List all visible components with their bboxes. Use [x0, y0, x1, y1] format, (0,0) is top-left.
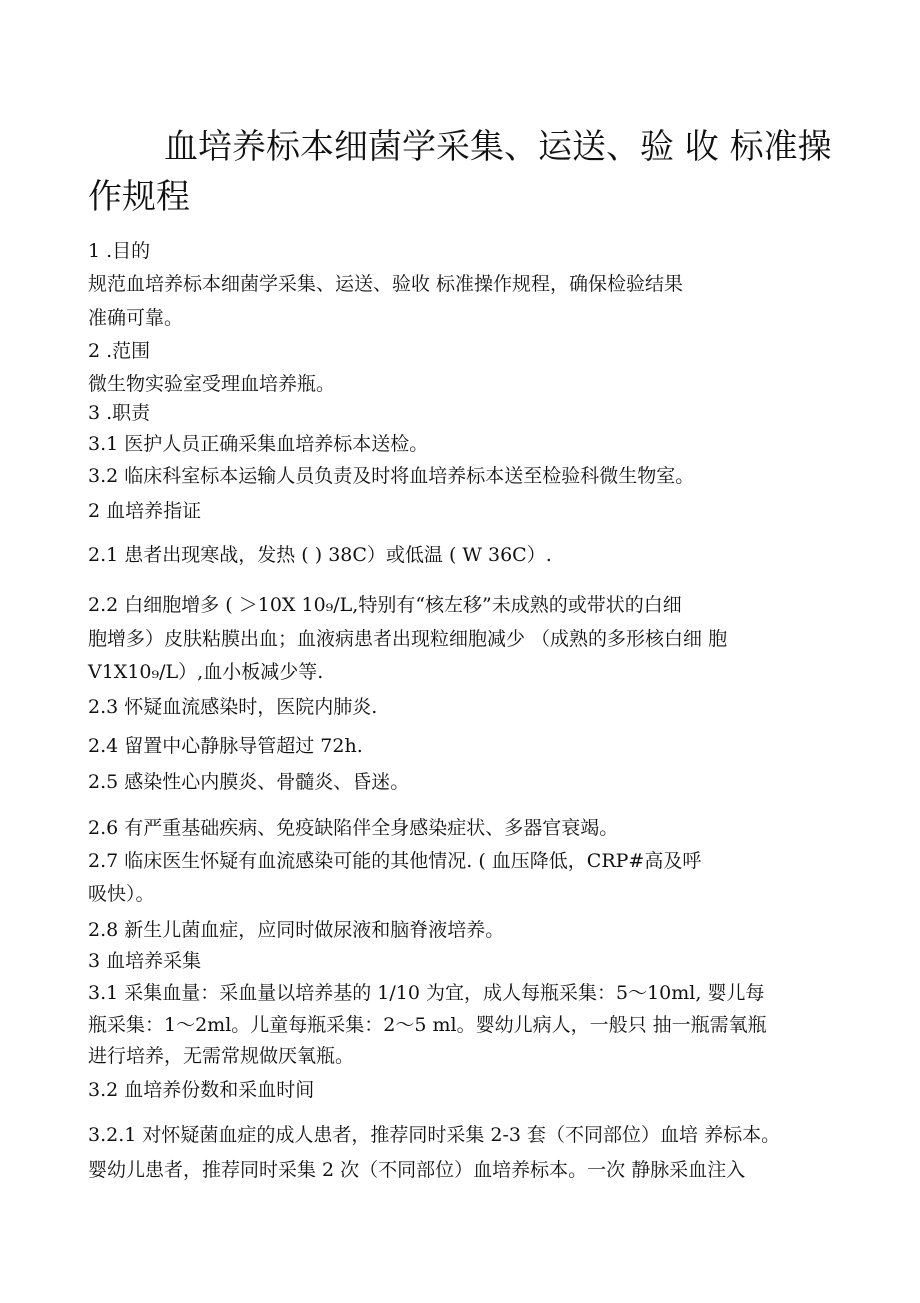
- body-line: 规范血培养标本细菌学采集、运送、验收 标准操作规程，确保检验结果: [88, 273, 684, 295]
- body-line: 2.1 患者出现寒战，发热 ( ) 38C）或低温 ( W 36C）.: [88, 544, 552, 566]
- body-line: 吸快）。: [88, 883, 155, 905]
- body-line: 3.2 临床科室标本运输人员负责及时将血培养标本送至检验科微生物室。: [88, 465, 695, 487]
- body-line: 3.1 采集血量：采血量以培养基的 1/10 为宜，成人每瓶采集：5〜10ml, 婴儿每: [88, 982, 765, 1004]
- section-heading: 3.2 血培养份数和采血时间: [88, 1079, 315, 1101]
- body-line: 微生物实验室受理血培养瓶。: [88, 373, 336, 395]
- body-line: 2.7 临床医生怀疑有血流感染可能的其他情况. ( 血压降低，CRP#高及呼: [88, 850, 702, 872]
- section-heading: 1 .目的: [88, 240, 151, 262]
- body-line: V1X10₉/L）,血小板减少等.: [88, 661, 324, 683]
- body-line: 瓶采集：1〜2ml。儿童每瓶采集：2〜5 ml。婴幼儿病人，一般只 抽一瓶需氧瓶: [88, 1014, 767, 1036]
- body-line: 2.3 怀疑血流感染时，医院内肺炎.: [88, 696, 378, 718]
- body-line: 3.1 医护人员正确采集血培养标本送检。: [88, 433, 429, 455]
- body-line: 婴幼儿患者，推荐同时采集 2 次（不同部位）血培养标本。一次 静脉采血注入: [88, 1159, 746, 1181]
- body-line: 2.5 感染性心内膜炎、骨髓炎、昏迷。: [88, 771, 410, 793]
- body-line: 进行培养，无需常规做厌氧瓶。: [88, 1045, 355, 1067]
- body-line: 3.2.1 对怀疑菌血症的成人患者，推荐同时采集 2-3 套（不同部位）血培 养标本。: [88, 1124, 781, 1146]
- section-heading: 3 .职责: [88, 402, 151, 424]
- title-line-1: 血培养标本细菌学采集、运送、验 收 标准操: [164, 127, 832, 167]
- section-heading: 2 .范围: [88, 340, 151, 362]
- body-line: 2.8 新生儿菌血症，应同时做尿液和脑脊液培养。: [88, 919, 505, 941]
- section-heading: 3 血培养采集: [88, 950, 202, 972]
- body-line: 2.4 留置中心静脉导管超过 72h.: [88, 735, 363, 757]
- section-heading: 2 血培养指证: [88, 500, 202, 522]
- body-line: 2.2 白细胞增多 ( ＞10X 10₉/L,特别有“核左移”未成熟的或带状的白细: [88, 594, 682, 616]
- body-line: 胞增多）皮肤粘膜出血；血液病患者出现粒细胞减少 （成熟的多形核白细 胞: [88, 628, 728, 650]
- body-line: 2.6 有严重基础疾病、免疫缺陷伴全身感染症状、多器官衰竭。: [88, 817, 619, 839]
- title-line-2: 作规程: [88, 177, 190, 217]
- document-title: [88, 122, 848, 222]
- body-line: 准确可靠。: [88, 307, 184, 329]
